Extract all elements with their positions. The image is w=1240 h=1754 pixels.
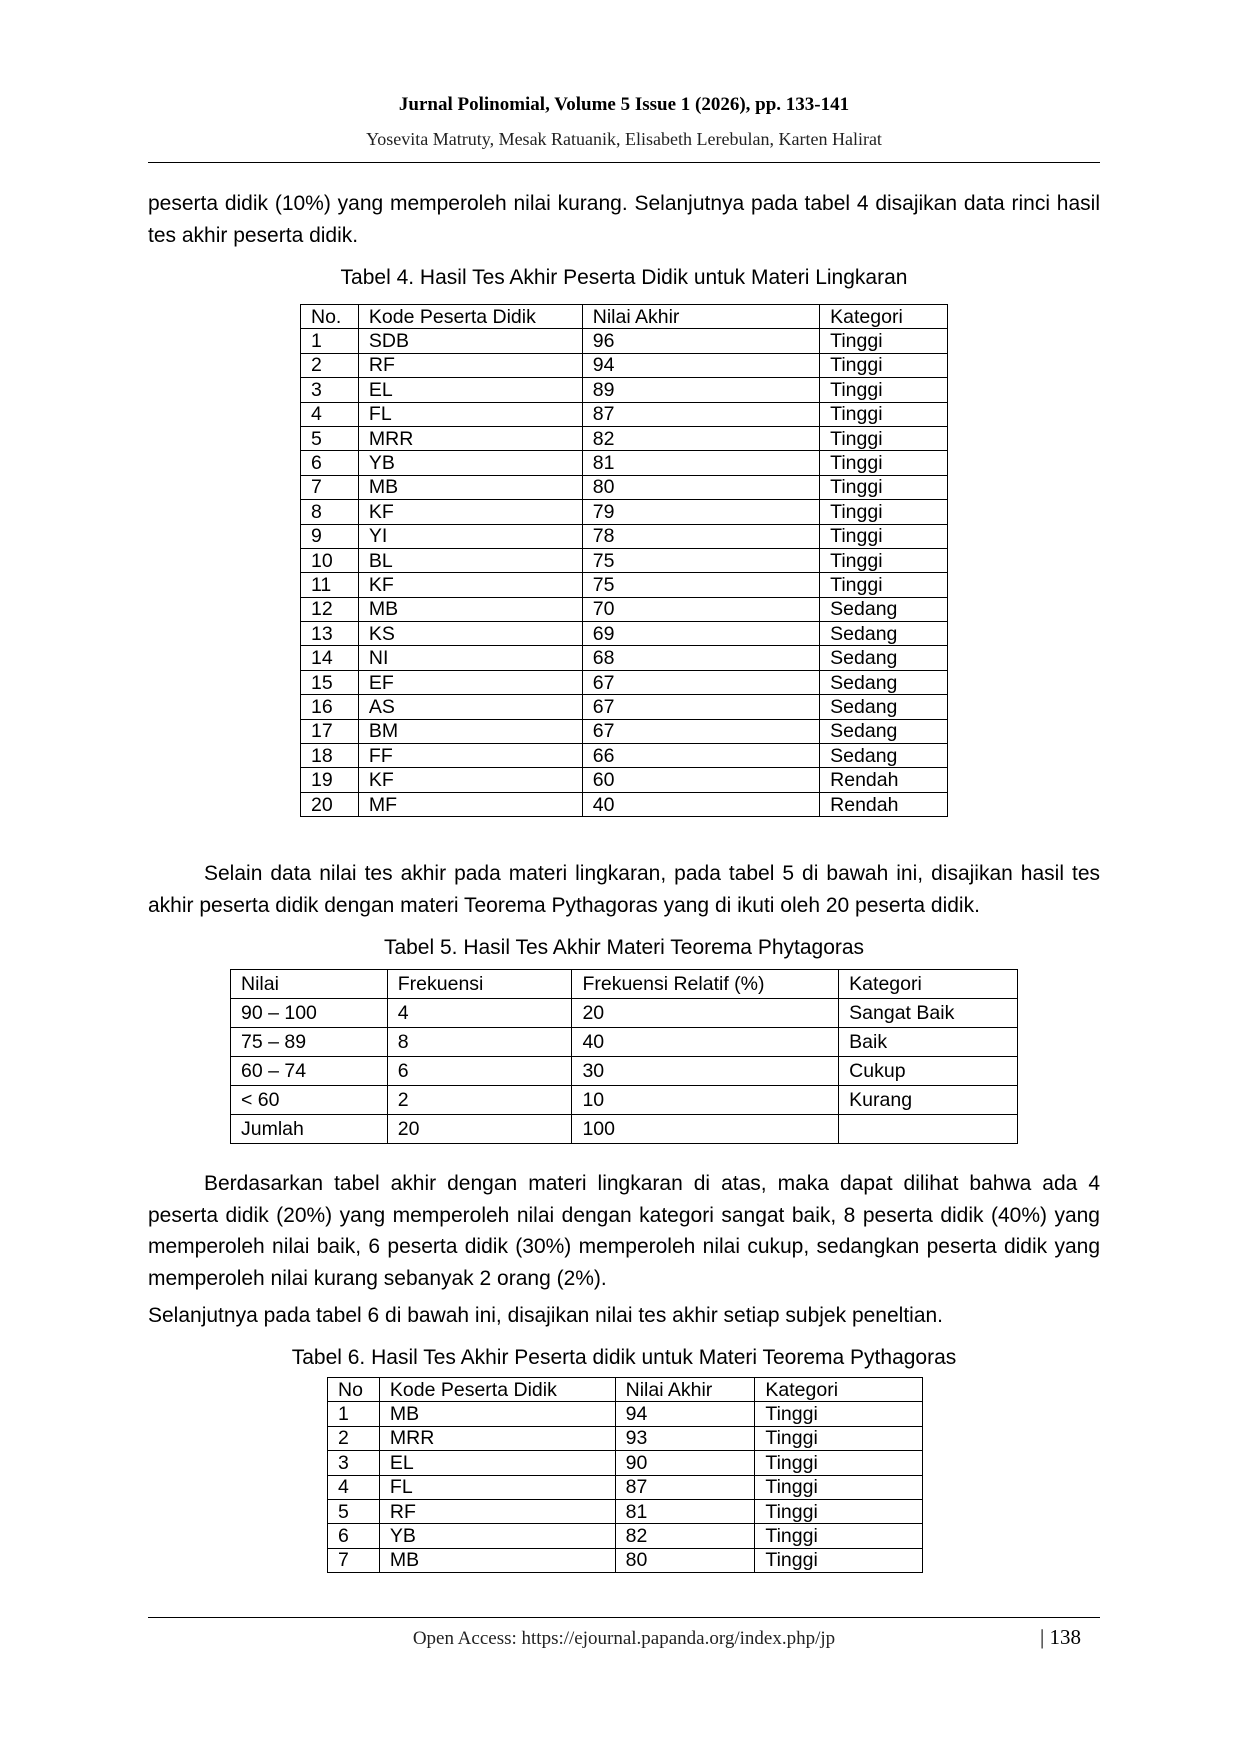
table-row bbox=[328, 1524, 923, 1548]
table-cell: Tinggi bbox=[820, 451, 948, 475]
table-cell: Tinggi bbox=[820, 426, 948, 450]
column-header: Frekuensi bbox=[387, 970, 572, 999]
table-row bbox=[301, 670, 948, 694]
table-row bbox=[301, 500, 948, 524]
table-cell: Tinggi bbox=[755, 1548, 923, 1572]
column-header: Kode Peserta Didik bbox=[358, 305, 582, 329]
table-cell: Tinggi bbox=[820, 378, 948, 402]
table-row bbox=[301, 524, 948, 548]
table-cell: FF bbox=[358, 744, 582, 768]
table-5 bbox=[230, 969, 1018, 1144]
footer-rule bbox=[148, 1617, 1100, 1618]
table-row bbox=[301, 792, 948, 816]
table-cell: 93 bbox=[615, 1426, 755, 1450]
table-cell: MRR bbox=[379, 1426, 615, 1450]
table-cell: 18 bbox=[301, 744, 359, 768]
table-cell: Tinggi bbox=[755, 1524, 923, 1548]
table-cell: Tinggi bbox=[820, 500, 948, 524]
column-header: Nilai bbox=[231, 970, 388, 999]
table-cell: Tinggi bbox=[820, 548, 948, 572]
table-cell: Sedang bbox=[820, 695, 948, 719]
table-6-body bbox=[328, 1402, 923, 1573]
table-cell: 10 bbox=[301, 548, 359, 572]
table-row bbox=[231, 1115, 1018, 1144]
table-cell: 94 bbox=[582, 353, 819, 377]
paragraph-4: Selanjutnya pada tabel 6 di bawah ini, disajikan nilai tes akhir setiap subjek peneltian. bbox=[148, 1304, 944, 1327]
table-cell: 60 bbox=[582, 768, 819, 792]
table-cell: Tinggi bbox=[755, 1402, 923, 1426]
table-row bbox=[301, 426, 948, 450]
table-row bbox=[301, 548, 948, 572]
table-cell: EF bbox=[358, 670, 582, 694]
table-cell: Tinggi bbox=[755, 1451, 923, 1475]
column-header: Kategori bbox=[839, 970, 1018, 999]
table-row bbox=[301, 646, 948, 670]
table-cell: EL bbox=[379, 1451, 615, 1475]
table-cell: 7 bbox=[328, 1548, 380, 1572]
table-cell: 96 bbox=[582, 329, 819, 353]
table-4 bbox=[300, 304, 948, 817]
table-cell: 4 bbox=[328, 1475, 380, 1499]
table-cell: MRR bbox=[358, 426, 582, 450]
table-cell: KS bbox=[358, 622, 582, 646]
open-access-link[interactable]: Open Access: https://ejournal.papanda.org/index.php/jp bbox=[412, 1628, 836, 1649]
table-row bbox=[301, 329, 948, 353]
table-row bbox=[231, 999, 1018, 1028]
column-header: Kode Peserta Didik bbox=[379, 1378, 615, 1402]
journal-title: Jurnal Polinomial, Volume 5 Issue 1 (2026), pp. 133-141 bbox=[398, 94, 850, 115]
table-cell: 75 bbox=[582, 548, 819, 572]
table-cell: 15 bbox=[301, 670, 359, 694]
table-cell: 100 bbox=[572, 1115, 839, 1144]
table-cell: 20 bbox=[387, 1115, 572, 1144]
table-cell: 68 bbox=[582, 646, 819, 670]
paragraph-2: Selain data nilai tes akhir pada materi lingkaran, pada tabel 5 di bawah ini, disajikan hasil tes akhir peserta didik dengan materi Teorema Pythagoras yang di ikuti oleh 20 peserta didik. bbox=[148, 862, 1100, 917]
table-cell: BM bbox=[358, 719, 582, 743]
table-cell: 2 bbox=[387, 1086, 572, 1115]
table-cell: 82 bbox=[615, 1524, 755, 1548]
table-cell: MB bbox=[379, 1402, 615, 1426]
table-cell: MB bbox=[358, 597, 582, 621]
table-cell: 16 bbox=[301, 695, 359, 719]
table-cell: 12 bbox=[301, 597, 359, 621]
table-row bbox=[301, 768, 948, 792]
table-cell: 75 – 89 bbox=[231, 1028, 388, 1057]
table-cell: Sedang bbox=[820, 622, 948, 646]
table-5-header bbox=[231, 970, 1018, 999]
table-cell: 14 bbox=[301, 646, 359, 670]
table-cell: < 60 bbox=[231, 1086, 388, 1115]
table-cell: 6 bbox=[328, 1524, 380, 1548]
table-cell: Sedang bbox=[820, 744, 948, 768]
table-cell: YB bbox=[379, 1524, 615, 1548]
table-cell: 81 bbox=[582, 451, 819, 475]
table-cell: Tinggi bbox=[820, 353, 948, 377]
column-header: Kategori bbox=[755, 1378, 923, 1402]
table-cell: Tinggi bbox=[755, 1499, 923, 1523]
header-rule bbox=[148, 162, 1100, 163]
table-cell: Kurang bbox=[839, 1086, 1018, 1115]
table-row bbox=[328, 1475, 923, 1499]
table-cell: EL bbox=[358, 378, 582, 402]
column-header: Kategori bbox=[820, 305, 948, 329]
table-row bbox=[301, 719, 948, 743]
table-cell: YI bbox=[358, 524, 582, 548]
table-cell: 82 bbox=[582, 426, 819, 450]
table-row bbox=[231, 1028, 1018, 1057]
table-row bbox=[328, 1499, 923, 1523]
table-cell: 9 bbox=[301, 524, 359, 548]
table-cell: 8 bbox=[301, 500, 359, 524]
table-cell: YB bbox=[358, 451, 582, 475]
table5-caption: Tabel 5. Hasil Tes Akhir Materi Teorema Phytagoras bbox=[383, 936, 865, 959]
table-row bbox=[231, 1086, 1018, 1115]
table-cell: 67 bbox=[582, 719, 819, 743]
table-row bbox=[301, 695, 948, 719]
table-cell: 81 bbox=[615, 1499, 755, 1523]
table-cell: Tinggi bbox=[755, 1475, 923, 1499]
table-cell: Sedang bbox=[820, 719, 948, 743]
table-cell: 67 bbox=[582, 670, 819, 694]
table-cell: MF bbox=[358, 792, 582, 816]
table-cell: FL bbox=[379, 1475, 615, 1499]
table-row bbox=[301, 378, 948, 402]
table-cell: Baik bbox=[839, 1028, 1018, 1057]
table-cell: SDB bbox=[358, 329, 582, 353]
table-cell: FL bbox=[358, 402, 582, 426]
table-row bbox=[328, 1451, 923, 1475]
table-cell: 60 – 74 bbox=[231, 1057, 388, 1086]
table-row bbox=[301, 597, 948, 621]
table-cell: 20 bbox=[572, 999, 839, 1028]
table-cell: 1 bbox=[301, 329, 359, 353]
table-cell: Sedang bbox=[820, 646, 948, 670]
table-cell: 69 bbox=[582, 622, 819, 646]
paragraph-1: peserta didik (10%) yang memperoleh nilai kurang. Selanjutnya pada tabel 4 disajikan data rinci hasil tes akhir peserta didik. bbox=[148, 192, 1100, 247]
table-cell: 75 bbox=[582, 573, 819, 597]
table-cell: Tinggi bbox=[755, 1426, 923, 1450]
table-cell: Jumlah bbox=[231, 1115, 388, 1144]
table-header-row bbox=[301, 305, 948, 329]
table-header-row bbox=[328, 1378, 923, 1402]
table-cell: KF bbox=[358, 768, 582, 792]
table-cell: KF bbox=[358, 500, 582, 524]
table-cell: Rendah bbox=[820, 792, 948, 816]
table-row bbox=[301, 475, 948, 499]
table-cell: 79 bbox=[582, 500, 819, 524]
table-cell: Tinggi bbox=[820, 402, 948, 426]
table-cell: 94 bbox=[615, 1402, 755, 1426]
table-cell: 4 bbox=[301, 402, 359, 426]
table6-caption: Tabel 6. Hasil Tes Akhir Peserta didik untuk Materi Teorema Pythagoras bbox=[291, 1346, 957, 1369]
table-cell: RF bbox=[379, 1499, 615, 1523]
table-cell: NI bbox=[358, 646, 582, 670]
table-row bbox=[301, 744, 948, 768]
table-4-header bbox=[301, 305, 948, 329]
table-cell: 10 bbox=[572, 1086, 839, 1115]
table-cell: 78 bbox=[582, 524, 819, 548]
column-header: Frekuensi Relatif (%) bbox=[572, 970, 839, 999]
table-cell: 13 bbox=[301, 622, 359, 646]
table-cell: 11 bbox=[301, 573, 359, 597]
table-cell: Sedang bbox=[820, 670, 948, 694]
table-cell: KF bbox=[358, 573, 582, 597]
table-header-row bbox=[231, 970, 1018, 999]
table-cell: 5 bbox=[328, 1499, 380, 1523]
table-cell: 80 bbox=[615, 1548, 755, 1572]
table-cell: MB bbox=[358, 475, 582, 499]
table-6 bbox=[327, 1377, 923, 1573]
table-cell: Cukup bbox=[839, 1057, 1018, 1086]
table-cell: 66 bbox=[582, 744, 819, 768]
table-cell: 1 bbox=[328, 1402, 380, 1426]
table-cell: 40 bbox=[572, 1028, 839, 1057]
table-cell: 67 bbox=[582, 695, 819, 719]
table-cell: AS bbox=[358, 695, 582, 719]
table-cell: 87 bbox=[582, 402, 819, 426]
table-cell: RF bbox=[358, 353, 582, 377]
table-cell: 6 bbox=[301, 451, 359, 475]
table-cell bbox=[839, 1115, 1018, 1144]
table-cell: Sedang bbox=[820, 597, 948, 621]
table-cell: 3 bbox=[301, 378, 359, 402]
table-cell: 2 bbox=[301, 353, 359, 377]
table-cell: 20 bbox=[301, 792, 359, 816]
table-row bbox=[301, 353, 948, 377]
table-row bbox=[328, 1426, 923, 1450]
table-5-body bbox=[231, 999, 1018, 1144]
table-cell: 8 bbox=[387, 1028, 572, 1057]
table-cell: 80 bbox=[582, 475, 819, 499]
table-row bbox=[301, 573, 948, 597]
running-header bbox=[148, 92, 1100, 152]
table-cell: BL bbox=[358, 548, 582, 572]
table-cell: Tinggi bbox=[820, 524, 948, 548]
table-row bbox=[328, 1402, 923, 1426]
table-cell: 70 bbox=[582, 597, 819, 621]
table-cell: 2 bbox=[328, 1426, 380, 1450]
table-row bbox=[301, 402, 948, 426]
table-cell: 5 bbox=[301, 426, 359, 450]
table-cell: 6 bbox=[387, 1057, 572, 1086]
table-cell: Rendah bbox=[820, 768, 948, 792]
table-cell: 7 bbox=[301, 475, 359, 499]
table-6-header bbox=[328, 1378, 923, 1402]
table-cell: Sangat Baik bbox=[839, 999, 1018, 1028]
table-cell: 87 bbox=[615, 1475, 755, 1499]
table-cell: Tinggi bbox=[820, 329, 948, 353]
page-number: | 138 bbox=[1040, 1625, 1081, 1649]
table-cell: 3 bbox=[328, 1451, 380, 1475]
table-cell: Tinggi bbox=[820, 573, 948, 597]
table-cell: 40 bbox=[582, 792, 819, 816]
column-header: Nilai Akhir bbox=[615, 1378, 755, 1402]
table-row bbox=[301, 451, 948, 475]
table-cell: 30 bbox=[572, 1057, 839, 1086]
table-cell: Tinggi bbox=[820, 475, 948, 499]
column-header: Nilai Akhir bbox=[582, 305, 819, 329]
table-cell: 90 – 100 bbox=[231, 999, 388, 1028]
table-cell: 90 bbox=[615, 1451, 755, 1475]
table-row bbox=[301, 622, 948, 646]
table-row bbox=[231, 1057, 1018, 1086]
table-cell: 19 bbox=[301, 768, 359, 792]
paragraph-3: Berdasarkan tabel akhir dengan materi lingkaran di atas, maka dapat dilihat bahwa ada 4 peserta didik (20%) yang memperoleh nilai dengan kategori sangat baik, 8 peserta didik (40%) yang memperoleh nilai baik, 6 peserta didik (30%) memperoleh nilai cukup, sedangkan peserta didik yang memperoleh nilai kurang sebanyak 2 orang (2%). bbox=[148, 1172, 1100, 1290]
column-header: No bbox=[328, 1378, 380, 1402]
table-cell: 89 bbox=[582, 378, 819, 402]
author-list: Yosevita Matruty, Mesak Ratuanik, Elisabeth Lerebulan, Karten Halirat bbox=[366, 129, 882, 149]
table-cell: 4 bbox=[387, 999, 572, 1028]
table-cell: MB bbox=[379, 1548, 615, 1572]
column-header: No. bbox=[301, 305, 359, 329]
table-4-body bbox=[301, 329, 948, 817]
table-cell: 17 bbox=[301, 719, 359, 743]
table4-caption: Tabel 4. Hasil Tes Akhir Peserta Didik untuk Materi Lingkaran bbox=[340, 266, 908, 289]
table-row bbox=[328, 1548, 923, 1572]
